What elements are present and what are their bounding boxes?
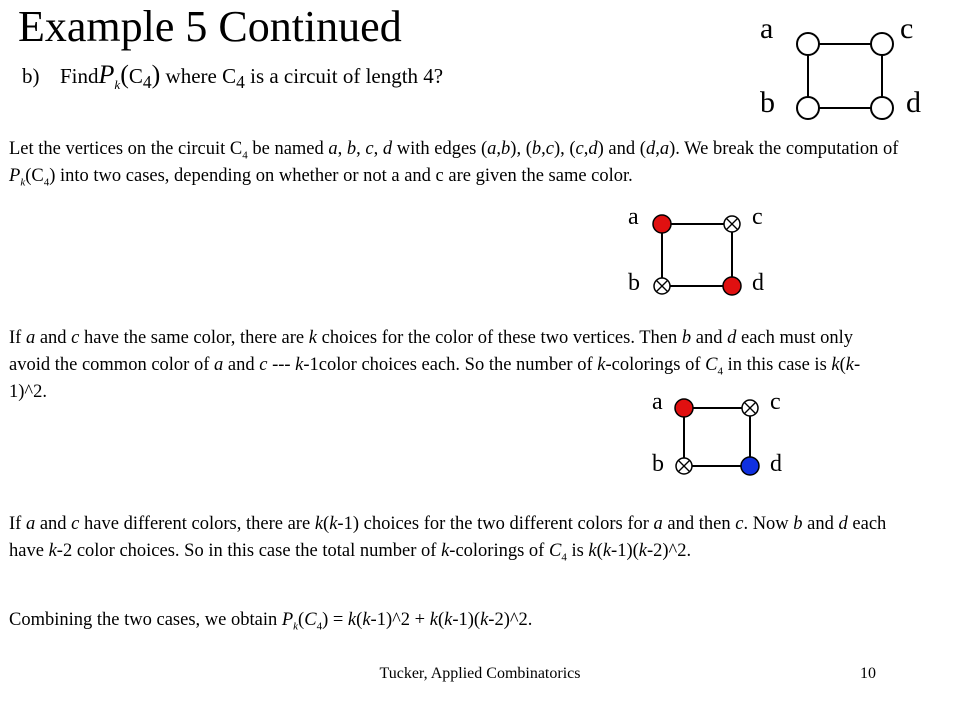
vertex-label-d: d bbox=[906, 86, 921, 119]
vertex-b-uncolored-icon bbox=[676, 458, 692, 474]
vertex-c-uncolored-icon bbox=[742, 400, 758, 416]
vertex-a-red bbox=[675, 399, 693, 417]
chromatic-p: $P_k$ bbox=[98, 60, 121, 93]
same-color-graph-svg bbox=[652, 212, 752, 302]
same-label-a: a bbox=[628, 204, 639, 230]
paragraph-intro: Let the vertices on the circuit $C_4$ be named a, b, c, d with edges (a,b), (b,c), (c,d) and (d,a). We break the computation of $P_k(C_4)$ into two cases, depending on whether or not a and c are given the same color. bbox=[9, 139, 899, 189]
different-color-edges bbox=[684, 408, 750, 466]
main-graph-svg bbox=[790, 20, 910, 130]
same-color-edges bbox=[662, 224, 732, 286]
diff-label-c: c bbox=[770, 389, 781, 415]
find-word: Find bbox=[60, 64, 99, 88]
slide-title: Example 5 Continued bbox=[18, 2, 402, 51]
part-label: b) bbox=[22, 64, 40, 88]
diff-label-b: b bbox=[652, 451, 664, 477]
vertex-label-b: b bbox=[760, 86, 775, 119]
same-label-c: c bbox=[752, 204, 763, 230]
vertex-d-blue bbox=[741, 457, 759, 475]
paragraph-different-color: If a and c have different colors, there are k(k-1) choices for the two different colors for a and then c. Now b and d each have k-2 color choices. So in this case the total number of k-colorings of $C_4$ is k(k-1)(k-2)^2. bbox=[9, 514, 887, 564]
different-color-graph-svg bbox=[674, 396, 774, 486]
page-number: 10 bbox=[860, 665, 876, 682]
vertex-a-red bbox=[653, 215, 671, 233]
vertex-b-uncolored-icon bbox=[654, 278, 670, 294]
part-b-question: b) $FindP_k(C_4)$ where $C_4$ is a circuit of length 4? bbox=[22, 60, 444, 93]
vertex-label-c: c bbox=[900, 12, 914, 45]
paragraph-same-color: If a and c have the same color, there are k choices for the color of these two vertices. Then b and d each must only avoid the common color of a and c --- k-1color choices each. So the number of k-colorings of $C_4$ in this case is k(k-1)^2. bbox=[9, 328, 861, 402]
vertex-a bbox=[797, 33, 819, 55]
footer-source: Tucker, Applied Combinatorics bbox=[379, 665, 581, 682]
diff-label-d: d bbox=[770, 451, 782, 477]
vertex-c bbox=[871, 33, 893, 55]
same-label-d: d bbox=[752, 270, 764, 296]
paragraph-conclusion: Combining the two cases, we obtain $P_k(C_4)$ = k(k-1)^2 + k(k-1)(k-2)^2. bbox=[9, 610, 533, 633]
vertex-c-uncolored-icon bbox=[724, 216, 740, 232]
vertex-label-a: a bbox=[760, 12, 774, 45]
same-label-b: b bbox=[628, 270, 640, 296]
main-graph-edges bbox=[808, 44, 882, 108]
vertex-d bbox=[871, 97, 893, 119]
vertex-b bbox=[797, 97, 819, 119]
diff-label-a: a bbox=[652, 389, 663, 415]
vertex-d-red bbox=[723, 277, 741, 295]
